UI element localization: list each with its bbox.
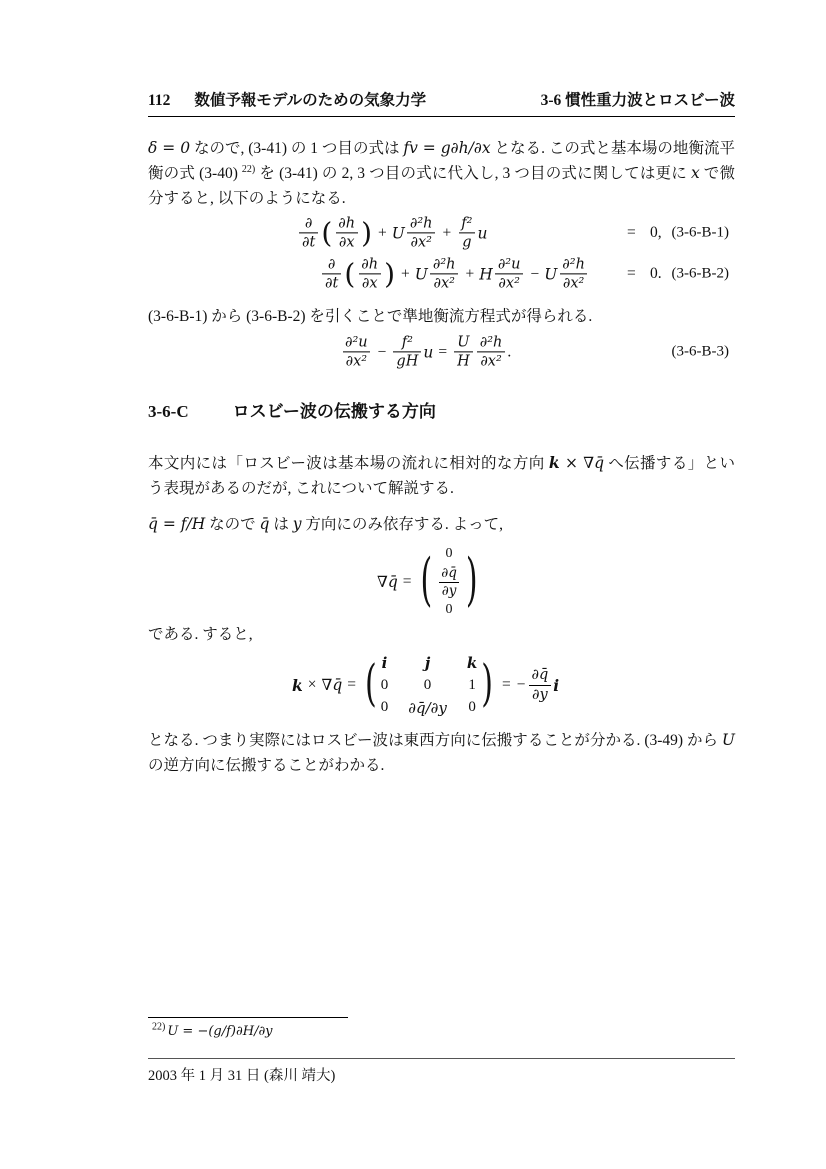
fraction <box>335 214 358 251</box>
frac-den: ∂t <box>322 274 341 293</box>
equation-3-6-B-1 <box>148 211 735 255</box>
footnote-rule <box>148 1017 348 1018</box>
math-var: u <box>423 343 434 361</box>
frac-num: ∂²h <box>562 256 585 273</box>
inline-math: fv = g∂h/∂x <box>403 139 491 157</box>
footnote-ref: 22) <box>241 163 256 175</box>
fraction <box>393 333 421 370</box>
inline-math: δ = 0 <box>148 139 191 157</box>
text-run: は <box>269 516 293 533</box>
math-punct: . <box>507 343 512 360</box>
text-run: なので, (3-41) の 1 つ目の式は <box>190 140 404 157</box>
matrix <box>381 654 478 717</box>
text-run: の逆方向に伝搬することがわかる. <box>148 757 385 774</box>
equation-label: (3-6-B-2) <box>671 265 729 282</box>
frac-den: ∂y <box>439 582 460 600</box>
frac-den: g <box>459 233 474 252</box>
equals-sign: = <box>627 265 636 282</box>
equation-rhs: 0. <box>650 265 662 282</box>
math-operator: + <box>401 265 410 282</box>
math-var: ∇q̄ <box>377 573 398 591</box>
equation-3-6-B-2 <box>148 252 735 296</box>
frac-den: gH <box>393 352 421 371</box>
matrix-cell: j <box>424 653 431 672</box>
fraction <box>407 214 436 251</box>
footnote-marker: 22) <box>152 1021 166 1033</box>
text-run: へ伝播する」という表現があるのだが, これについて解説する. <box>148 455 735 497</box>
frac-den: ∂x² <box>495 274 523 293</box>
math-vector-k: k <box>292 675 303 695</box>
equals-sign: = <box>502 676 511 693</box>
math-operator: + <box>378 224 387 241</box>
matrix-cell: 0 <box>380 699 389 715</box>
vector-entry: 0 <box>445 545 453 561</box>
frac-num: ∂h <box>361 256 379 273</box>
page-footer <box>148 1064 335 1085</box>
footnote <box>152 1023 273 1039</box>
matrix-cell: ∂q̄/∂y <box>408 698 447 717</box>
equation-3-6-B-3 <box>148 330 735 374</box>
text-run: で微分すると, 以下のようになる. <box>148 165 735 207</box>
equation-lhs <box>320 255 590 292</box>
math-var: U <box>391 224 405 242</box>
equation-lhs <box>340 333 511 370</box>
frac-num: f² <box>401 334 413 351</box>
matrix-cell: 1 <box>468 676 476 693</box>
math-var: u <box>477 224 488 242</box>
frac-num: ∂h <box>338 215 356 232</box>
frac-num: ∂²h <box>432 256 456 273</box>
equals-sign: = <box>402 573 412 590</box>
book-title: 数値予報モデルのための気象力学 <box>194 92 427 109</box>
equals-sign: = <box>438 343 448 360</box>
fraction <box>529 666 552 703</box>
equation-grad-q <box>377 546 482 618</box>
paragraph-conclusion <box>148 728 735 778</box>
equals-sign: = <box>627 224 636 241</box>
math-var: U <box>544 265 558 283</box>
fraction <box>322 255 341 292</box>
section-heading <box>148 399 436 425</box>
times-sign: × <box>307 676 317 693</box>
vector-entry: 0 <box>445 602 453 618</box>
frac-num: ∂²h <box>479 334 503 351</box>
matrix-cell: 0 <box>468 699 476 715</box>
frac-num: f² <box>461 215 473 232</box>
equals-sign: = <box>347 676 356 693</box>
frac-num: U <box>457 334 470 351</box>
text-run: となる. この式と基本場の地衡流平衡の式 (3-40) <box>148 140 735 182</box>
footnote-formula: U = −(g/f)∂H/∂y <box>167 1024 273 1039</box>
inline-math: q̄ <box>259 515 270 533</box>
footer-date: 2003 年 1 月 31 日 (森川 靖大) <box>148 1068 336 1084</box>
equation-label: (3-6-B-3) <box>671 343 729 360</box>
left-paren: ( <box>365 655 377 714</box>
paragraph-rossby-intro <box>148 450 735 501</box>
paragraph-then <box>148 622 735 647</box>
inline-math: U <box>721 731 735 749</box>
column-vector <box>436 546 462 619</box>
frac-den: H <box>454 352 473 371</box>
fraction <box>454 333 473 370</box>
left-paren: ( <box>344 257 356 290</box>
text-run: である. すると, <box>148 626 253 643</box>
frac-num: ∂²u <box>345 334 368 351</box>
paragraph-qbar <box>148 512 735 537</box>
frac-num: ∂²u <box>497 256 521 273</box>
text-run: となる. つまり実際にはロスビー波は東西方向に伝搬することが分かる. (3-49) から <box>148 732 722 749</box>
matrix-cell: k <box>466 653 478 672</box>
frac-num: ∂q̄ <box>441 564 457 581</box>
math-vector-i: i <box>553 675 560 695</box>
inline-math: q̄ = f/H <box>148 515 206 533</box>
frac-den: ∂x² <box>477 352 505 371</box>
math-var: ∇q̄ <box>321 676 343 694</box>
math-operator: − <box>530 265 540 282</box>
frac-num: ∂²h <box>409 215 433 232</box>
fraction <box>495 255 524 292</box>
equation-label: (3-6-B-1) <box>671 224 729 241</box>
frac-den: ∂x² <box>343 352 371 371</box>
equation-k-cross-grad-q <box>292 651 559 719</box>
equation-lhs <box>297 214 487 251</box>
right-paren: ) <box>465 547 478 615</box>
inline-math: x <box>690 164 700 182</box>
fraction <box>299 214 318 251</box>
frac-num: ∂q̄ <box>531 667 549 684</box>
inline-math-vector: k <box>548 453 560 472</box>
page-body <box>148 0 735 1169</box>
right-paren: ) <box>384 257 396 290</box>
text-run: なので <box>205 516 260 533</box>
matrix-cell: 0 <box>423 676 432 693</box>
inline-math: y <box>292 515 302 533</box>
left-paren: ( <box>321 216 333 249</box>
frac-den: ∂x <box>359 274 381 293</box>
fraction <box>559 255 588 292</box>
math-var: U <box>414 265 428 283</box>
matrix-cell: i <box>381 653 388 672</box>
frac-num: ∂ <box>327 256 336 273</box>
minus-sign: − <box>516 676 526 693</box>
math-operator: + <box>442 224 452 241</box>
math-var: H <box>479 265 493 283</box>
fraction <box>458 214 475 251</box>
section-number: 3-6-C <box>148 402 189 421</box>
footer-rule <box>148 1058 735 1059</box>
frac-num: ∂ <box>304 215 313 232</box>
left-paren: ( <box>420 547 433 615</box>
math-operator: + <box>465 265 475 282</box>
frac-den: ∂x² <box>430 274 458 293</box>
text-run: (3-6-B-1) から (3-6-B-2) を引くことで準地衡流方程式が得られる. <box>148 308 593 325</box>
fraction <box>430 255 459 292</box>
fraction <box>438 565 460 600</box>
frac-den: ∂t <box>299 233 318 252</box>
fraction <box>342 333 371 370</box>
fraction <box>358 255 381 292</box>
inline-math: × ∇q̄ <box>559 454 604 472</box>
right-paren: ) <box>481 655 493 714</box>
frac-den: ∂x <box>336 233 358 252</box>
section-title: ロスビー波の伝搬する方向 <box>232 402 436 421</box>
math-operator: − <box>377 343 387 360</box>
paragraph-derivation <box>148 304 735 329</box>
text-run: を (3-41) の 2, 3 つ目の式に代入し, 3 つ目の式に関しては更に <box>255 165 691 182</box>
frac-den: ∂x² <box>560 274 588 293</box>
text-run: 方向にのみ依存する. よって, <box>301 516 503 533</box>
paragraph-intro <box>148 136 735 211</box>
frac-den: ∂x² <box>407 233 435 252</box>
page-number: 112 <box>148 92 171 109</box>
chapter-title: 3-6 慣性重力波とロスビー波 <box>540 92 735 109</box>
fraction <box>477 333 506 370</box>
matrix-cell: 0 <box>380 676 389 693</box>
right-paren: ) <box>361 216 373 249</box>
equation-rhs: 0, <box>650 224 662 241</box>
frac-den: ∂y <box>529 685 551 704</box>
text-run: 本文内には「ロスビー波は基本場の流れに相対的な方向 <box>148 455 549 472</box>
